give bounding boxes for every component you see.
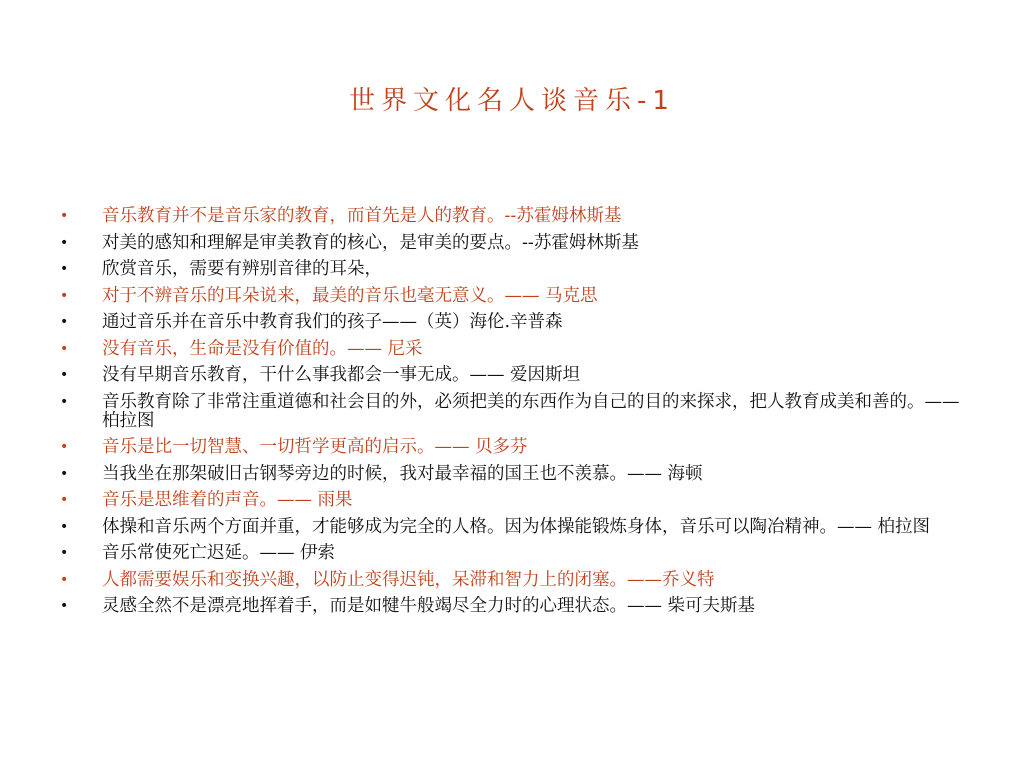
bullet-icon: • xyxy=(60,340,69,357)
quote-text: 当我坐在那架破旧古钢琴旁边的时候，我对最幸福的国王也不羡慕。—— 海顿 xyxy=(102,463,703,484)
list-item xyxy=(60,597,960,616)
quote-text: 音乐是比一切智慧、一切哲学更高的启示。—— 贝多芬 xyxy=(102,437,528,457)
quote-text: 没有音乐，生命是没有价值的。—— 尼采 xyxy=(102,338,423,359)
list-item xyxy=(60,571,960,590)
quote-text: 人都需要娱乐和变换兴趣，以防止变得迟钝，呆滞和智力上的闭塞。——乔义特 xyxy=(102,569,715,590)
list-item xyxy=(60,207,960,226)
quote-text: 没有早期音乐教育，干什么事我都会一事无成。—— 爱因斯坦 xyxy=(102,365,581,385)
list-item xyxy=(60,544,960,563)
bullet-icon: • xyxy=(60,234,69,251)
bullet-icon: • xyxy=(60,314,69,330)
quote-text: 对美的感知和理解是审美教育的核心，是审美的要点。--苏霍姆林斯基 xyxy=(102,232,639,253)
list-item xyxy=(60,366,960,385)
list-item xyxy=(60,234,960,253)
quote-text: 音乐教育除了非常注重道德和社会目的外，必须把美的东西作为自己的目的来探求，把人教育成美和善的。—— 柏拉图 xyxy=(102,391,960,431)
quote-text: 音乐是思维着的声音。—— 雨果 xyxy=(102,490,353,510)
bullet-icon: • xyxy=(60,571,69,588)
bullet-icon: • xyxy=(60,492,69,508)
quote-text: 音乐常使死亡迟延。—— 伊索 xyxy=(102,543,336,563)
list-item xyxy=(60,518,960,537)
slide-title: 世界文化名人谈音乐-1 xyxy=(349,86,675,116)
bullet-icon: • xyxy=(60,208,69,224)
bullet-icon: • xyxy=(60,598,69,614)
quote-text: 音乐教育并不是音乐家的教育，而首先是人的教育。--苏霍姆林斯基 xyxy=(102,206,622,226)
bullet-icon: • xyxy=(60,367,69,383)
bullet-icon: • xyxy=(60,261,69,277)
bullet-icon: • xyxy=(60,545,69,561)
list-item xyxy=(60,260,960,279)
list-item xyxy=(60,313,960,332)
bullet-icon: • xyxy=(60,393,69,410)
quote-text: 体操和音乐两个方面并重，才能够成为完全的人格。因为体操能锻炼身体，音乐可以陶冶精神。—— 柏拉图 xyxy=(102,516,931,537)
quote-text: 通过音乐并在音乐中教育我们的孩子——（英）海伦.辛普森 xyxy=(102,312,563,332)
quote-list xyxy=(60,207,960,624)
bullet-icon: • xyxy=(60,518,69,535)
list-item xyxy=(60,340,960,359)
bullet-icon: • xyxy=(60,287,69,304)
quote-text: 欣赏音乐，需要有辨别音律的耳朵， xyxy=(102,259,382,279)
list-item xyxy=(60,438,960,457)
quote-text: 对于不辨音乐的耳朵说来，最美的音乐也毫无意义。—— 马克思 xyxy=(102,285,598,306)
list-item xyxy=(60,491,960,510)
bullet-icon: • xyxy=(60,439,69,455)
list-item xyxy=(60,465,960,484)
bullet-icon: • xyxy=(60,465,69,482)
list-item xyxy=(60,393,960,431)
list-item xyxy=(60,287,960,306)
quote-text: 灵感全然不是漂亮地挥着手，而是如犍牛般竭尽全力时的心理状态。—— 柴可夫斯基 xyxy=(102,596,756,616)
